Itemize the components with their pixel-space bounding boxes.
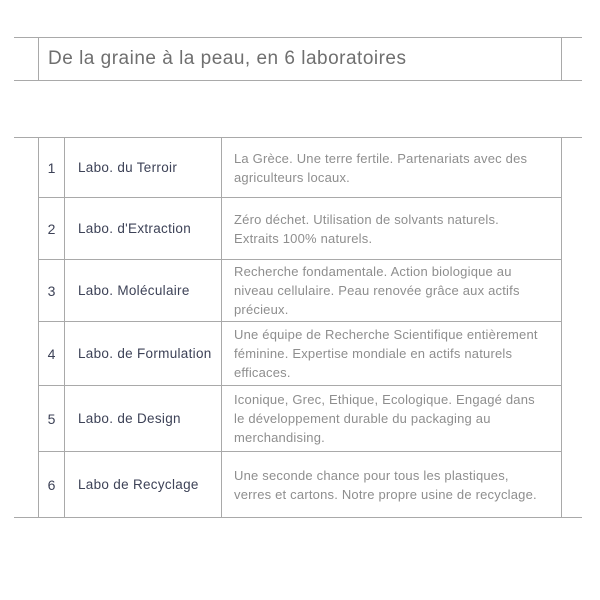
table-row [39, 198, 561, 260]
lab-description: Une seconde chance pour tous les plastiques, verres et cartons. Notre propre usine de recyclage. [234, 467, 537, 502]
table-row [39, 386, 561, 452]
row-number: 4 [39, 322, 65, 385]
header-left-tick [38, 37, 39, 81]
lab-name: Labo. Moléculaire [65, 260, 222, 321]
labs-table [38, 138, 562, 517]
row-number: 3 [39, 260, 65, 321]
row-number: 5 [39, 386, 65, 451]
lab-name: Labo. de Design [65, 386, 222, 451]
table-row [39, 260, 561, 322]
table-row [39, 138, 561, 198]
lab-description: Recherche fondamentale. Action biologique au niveau cellulaire. Peau renovée grâce aux actifs précieux. [234, 264, 520, 317]
lab-name: Labo. d'Extraction [65, 198, 222, 259]
lab-name: Labo de Recyclage [65, 452, 222, 517]
row-number: 2 [39, 198, 65, 259]
row-number: 6 [39, 452, 65, 517]
lab-description: Iconique, Grec, Ethique, Ecologique. Engagé dans le développement durable du packaging au merchandising. [234, 392, 535, 445]
lab-description: Zéro déchet. Utilisation de solvants naturels. Extraits 100% naturels. [234, 211, 499, 246]
header-right-tick [561, 37, 562, 81]
lab-name: Labo. du Terroir [65, 138, 222, 197]
lab-description: La Grèce. Une terre fertile. Partenariats avec des agriculteurs locaux. [234, 150, 528, 185]
lab-description: Une équipe de Recherche Scientifique entièrement féminine. Expertise mondiale en actifs naturels efficaces. [234, 327, 538, 380]
header-bottom-rule [14, 80, 582, 81]
lab-name: Labo. de Formulation [65, 322, 222, 385]
page-title: De la graine à la peau, en 6 laboratoires [48, 48, 407, 69]
table-bottom-rule [14, 517, 582, 518]
table-row [39, 452, 561, 517]
row-number: 1 [39, 138, 65, 197]
table-row [39, 322, 561, 386]
